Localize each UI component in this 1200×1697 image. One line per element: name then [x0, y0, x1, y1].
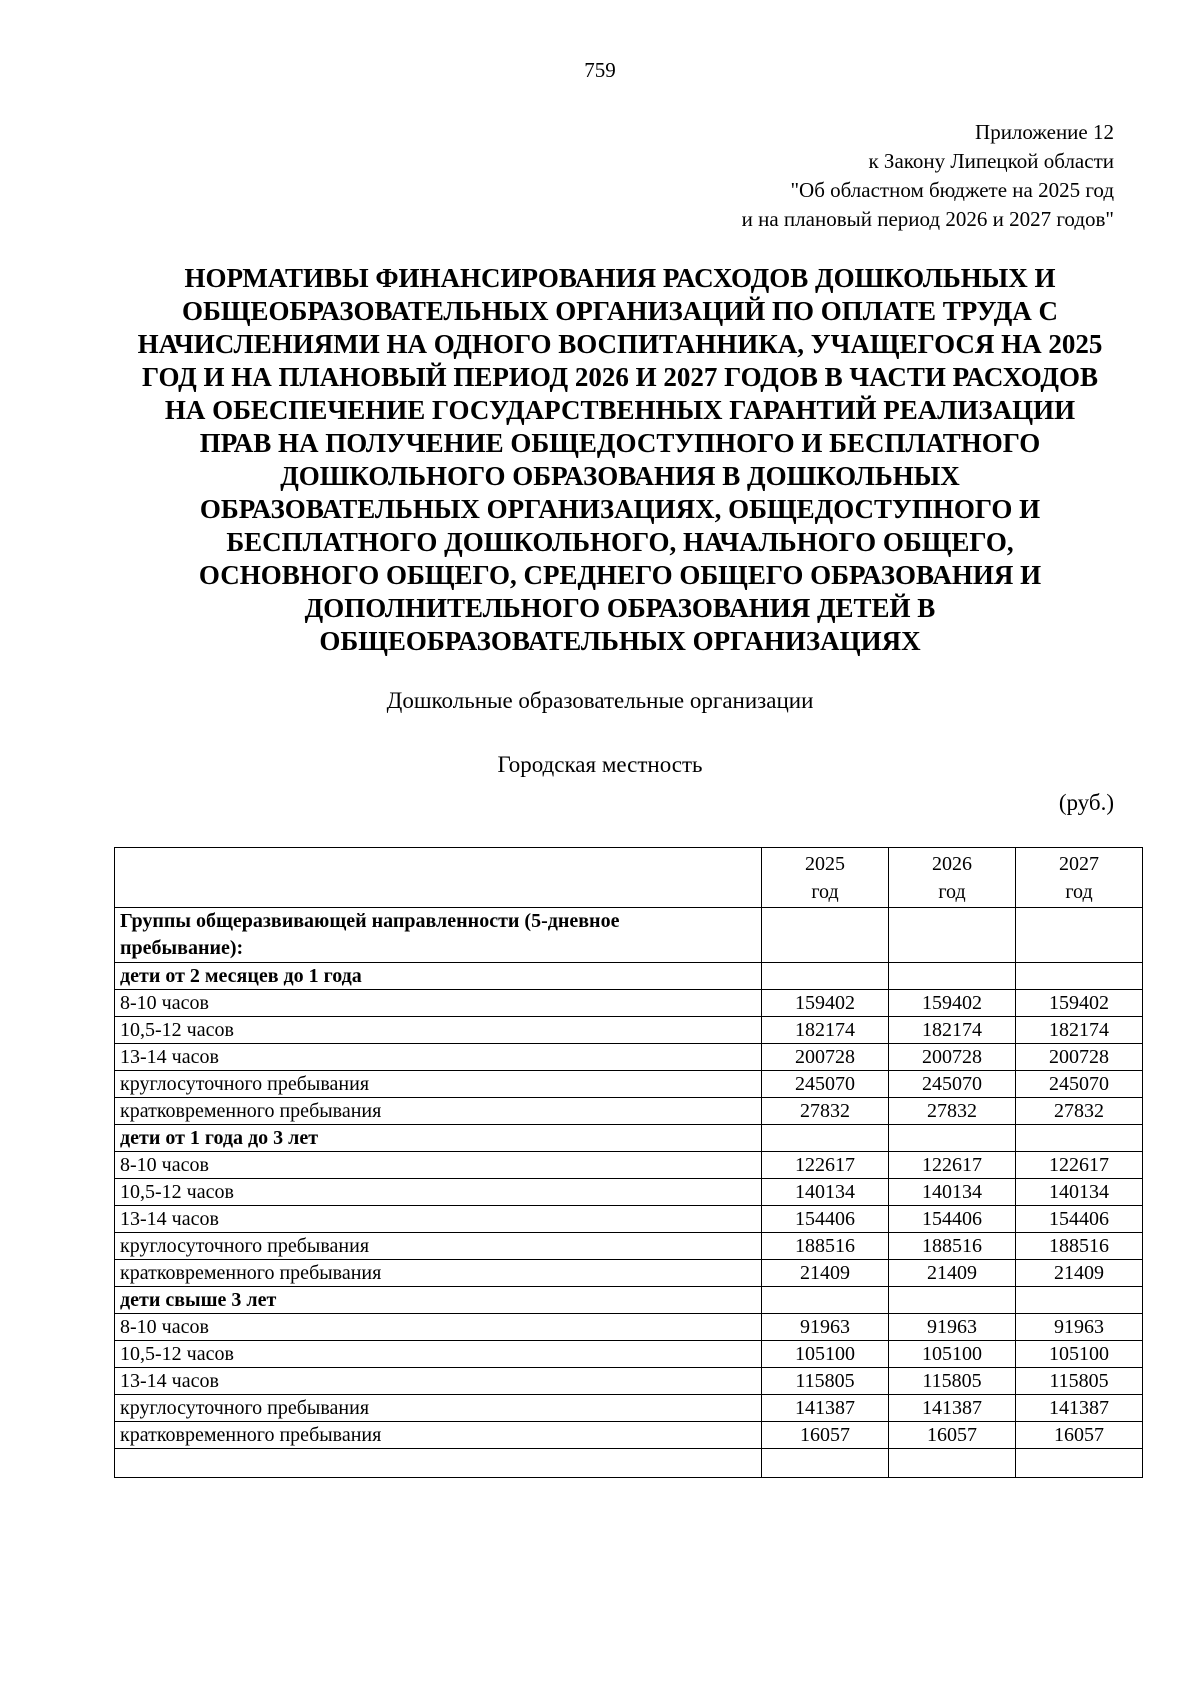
value-cell: 115805 [1016, 1368, 1143, 1395]
value-cell: 141387 [762, 1395, 889, 1422]
value-cell: 21409 [762, 1260, 889, 1287]
value-cell: 27832 [889, 1098, 1016, 1125]
value-cell: 21409 [1016, 1260, 1143, 1287]
main-group-row [115, 908, 1143, 963]
empty-cell [115, 1449, 762, 1478]
appendix-line: и на плановый период 2026 и 2027 годов" [741, 207, 1114, 231]
empty-cell [762, 1449, 889, 1478]
title-line: ОБЩЕОБРАЗОВАТЕЛЬНЫХ ОРГАНИЗАЦИЙ ПО ОПЛАТЕ ТРУДА С [181, 296, 1059, 326]
group-label: дети от 1 года до 3 лет [115, 1125, 762, 1152]
value-cell: 159402 [889, 990, 1016, 1017]
table-row [115, 1098, 1143, 1125]
row-label: 10,5-12 часов [115, 1017, 762, 1044]
value-cell: 91963 [889, 1314, 1016, 1341]
title-line: ОБЩЕОБРАЗОВАТЕЛЬНЫХ ОРГАНИЗАЦИЯХ [319, 626, 921, 656]
empty-cell [1016, 908, 1143, 963]
value-cell: 122617 [762, 1152, 889, 1179]
empty-row [115, 1449, 1143, 1478]
row-label: 8-10 часов [115, 1152, 762, 1179]
header-cell-2025 [762, 848, 889, 908]
table-row [115, 1314, 1143, 1341]
value-cell: 140134 [762, 1179, 889, 1206]
empty-cell [889, 963, 1016, 990]
value-cell: 200728 [889, 1044, 1016, 1071]
row-label: кратковременного пребывания [115, 1260, 762, 1287]
value-cell: 140134 [889, 1179, 1016, 1206]
title-line: ОСНОВНОГО ОБЩЕГО, СРЕДНЕГО ОБЩЕГО ОБРАЗОВАНИЯ И [198, 560, 1042, 590]
table-row [115, 1368, 1143, 1395]
title-line: ПРАВ НА ПОЛУЧЕНИЕ ОБЩЕДОСТУПНОГО И БЕСПЛАТНОГО [199, 428, 1041, 458]
value-cell: 105100 [1016, 1341, 1143, 1368]
value-cell: 182174 [889, 1017, 1016, 1044]
table-row [115, 1017, 1143, 1044]
title-line: НА ОБЕСПЕЧЕНИЕ ГОСУДАРСТВЕННЫХ ГАРАНТИЙ РЕАЛИЗАЦИИ [164, 395, 1076, 425]
norms-table [114, 847, 1143, 1478]
table-row [115, 1341, 1143, 1368]
row-label: 8-10 часов [115, 990, 762, 1017]
value-cell: 200728 [1016, 1044, 1143, 1071]
empty-cell [1016, 963, 1143, 990]
table-row [115, 1071, 1143, 1098]
group-label: дети свыше 3 лет [115, 1287, 762, 1314]
row-label: круглосуточного пребывания [115, 1395, 762, 1422]
title-line: ДОПОЛНИТЕЛЬНОГО ОБРАЗОВАНИЯ ДЕТЕЙ В [304, 593, 936, 623]
table-row [115, 1395, 1143, 1422]
row-label: 13-14 часов [115, 1206, 762, 1233]
empty-cell [762, 963, 889, 990]
header-year: 2026 [932, 853, 972, 875]
value-cell: 115805 [762, 1368, 889, 1395]
row-label: 8-10 часов [115, 1314, 762, 1341]
table-row [115, 1152, 1143, 1179]
table-row [115, 1206, 1143, 1233]
locality-title: Городская местность [497, 752, 703, 777]
value-cell: 154406 [762, 1206, 889, 1233]
table-header-row [115, 848, 1143, 908]
value-cell: 182174 [1016, 1017, 1143, 1044]
header-year-label: год [811, 881, 839, 903]
group-label: дети от 2 месяцев до 1 года [115, 963, 762, 990]
title-line: НОРМАТИВЫ ФИНАНСИРОВАНИЯ РАСХОДОВ ДОШКОЛЬНЫХ И [184, 263, 1056, 293]
title-line: ОБРАЗОВАТЕЛЬНЫХ ОРГАНИЗАЦИЯХ, ОБЩЕДОСТУПНОГО И [199, 494, 1041, 524]
appendix-header [742, 118, 1114, 234]
empty-cell [762, 1287, 889, 1314]
row-label: 13-14 часов [115, 1368, 762, 1395]
table-row [115, 1044, 1143, 1071]
value-cell: 16057 [1016, 1422, 1143, 1449]
empty-cell [889, 1125, 1016, 1152]
table-row [115, 1422, 1143, 1449]
empty-cell [889, 908, 1016, 963]
value-cell: 159402 [1016, 990, 1143, 1017]
value-cell: 245070 [1016, 1071, 1143, 1098]
row-label: 10,5-12 часов [115, 1341, 762, 1368]
header-year-label: год [938, 881, 966, 903]
document-title [60, 262, 1180, 658]
row-label: кратковременного пребывания [115, 1098, 762, 1125]
value-cell: 200728 [762, 1044, 889, 1071]
value-cell: 27832 [1016, 1098, 1143, 1125]
table-row [115, 1179, 1143, 1206]
main-group-label [115, 908, 762, 963]
value-cell: 16057 [889, 1422, 1016, 1449]
value-cell: 188516 [889, 1233, 1016, 1260]
title-line: ГОД И НА ПЛАНОВЫЙ ПЕРИОД 2026 И 2027 ГОДОВ В ЧАСТИ РАСХОДОВ [142, 362, 1098, 392]
empty-cell [889, 1287, 1016, 1314]
value-cell: 21409 [889, 1260, 1016, 1287]
group-row [115, 1287, 1143, 1314]
value-cell: 91963 [1016, 1314, 1143, 1341]
header-year: 2025 [805, 853, 845, 875]
value-cell: 122617 [889, 1152, 1016, 1179]
row-label: круглосуточного пребывания [115, 1071, 762, 1098]
table-row [115, 1260, 1143, 1287]
page-number: 759 [584, 58, 616, 82]
header-year: 2027 [1059, 853, 1099, 875]
unit-label: (руб.) [1058, 790, 1114, 815]
table-row [115, 990, 1143, 1017]
appendix-line: к Закону Липецкой области [868, 149, 1114, 173]
value-cell: 115805 [889, 1368, 1016, 1395]
empty-cell [889, 1449, 1016, 1478]
value-cell: 141387 [889, 1395, 1016, 1422]
empty-cell [1016, 1287, 1143, 1314]
appendix-line: "Об областном бюджете на 2025 год [790, 178, 1114, 202]
header-cell-2027 [1016, 848, 1143, 908]
title-line: НАЧИСЛЕНИЯМИ НА ОДНОГО ВОСПИТАННИКА, УЧАЩЕГОСЯ НА 2025 [137, 329, 1103, 359]
main-group-line: пребывание): [120, 937, 244, 959]
empty-cell [762, 908, 889, 963]
group-row [115, 963, 1143, 990]
empty-cell [1016, 1449, 1143, 1478]
group-row [115, 1125, 1143, 1152]
value-cell: 91963 [762, 1314, 889, 1341]
value-cell: 105100 [889, 1341, 1016, 1368]
value-cell: 154406 [1016, 1206, 1143, 1233]
value-cell: 122617 [1016, 1152, 1143, 1179]
appendix-line: Приложение 12 [975, 120, 1114, 144]
header-empty-cell [115, 848, 762, 908]
value-cell: 182174 [762, 1017, 889, 1044]
title-line: ДОШКОЛЬНОГО ОБРАЗОВАНИЯ В ДОШКОЛЬНЫХ [280, 461, 960, 491]
row-label: кратковременного пребывания [115, 1422, 762, 1449]
value-cell: 141387 [1016, 1395, 1143, 1422]
row-label: круглосуточного пребывания [115, 1233, 762, 1260]
header-year-label: год [1065, 881, 1093, 903]
value-cell: 16057 [762, 1422, 889, 1449]
title-line: БЕСПЛАТНОГО ДОШКОЛЬНОГО, НАЧАЛЬНОГО ОБЩЕГО, [226, 527, 1014, 557]
value-cell: 159402 [762, 990, 889, 1017]
value-cell: 245070 [889, 1071, 1016, 1098]
main-group-line: Группы общеразвивающей направленности (5-дневное [120, 910, 620, 932]
value-cell: 188516 [762, 1233, 889, 1260]
section-title: Дошкольные образовательные организации [386, 688, 814, 713]
row-label: 10,5-12 часов [115, 1179, 762, 1206]
value-cell: 140134 [1016, 1179, 1143, 1206]
value-cell: 154406 [889, 1206, 1016, 1233]
header-cell-2026 [889, 848, 1016, 908]
row-label: 13-14 часов [115, 1044, 762, 1071]
value-cell: 105100 [762, 1341, 889, 1368]
empty-cell [1016, 1125, 1143, 1152]
value-cell: 245070 [762, 1071, 889, 1098]
table-row [115, 1233, 1143, 1260]
empty-cell [762, 1125, 889, 1152]
value-cell: 188516 [1016, 1233, 1143, 1260]
value-cell: 27832 [762, 1098, 889, 1125]
